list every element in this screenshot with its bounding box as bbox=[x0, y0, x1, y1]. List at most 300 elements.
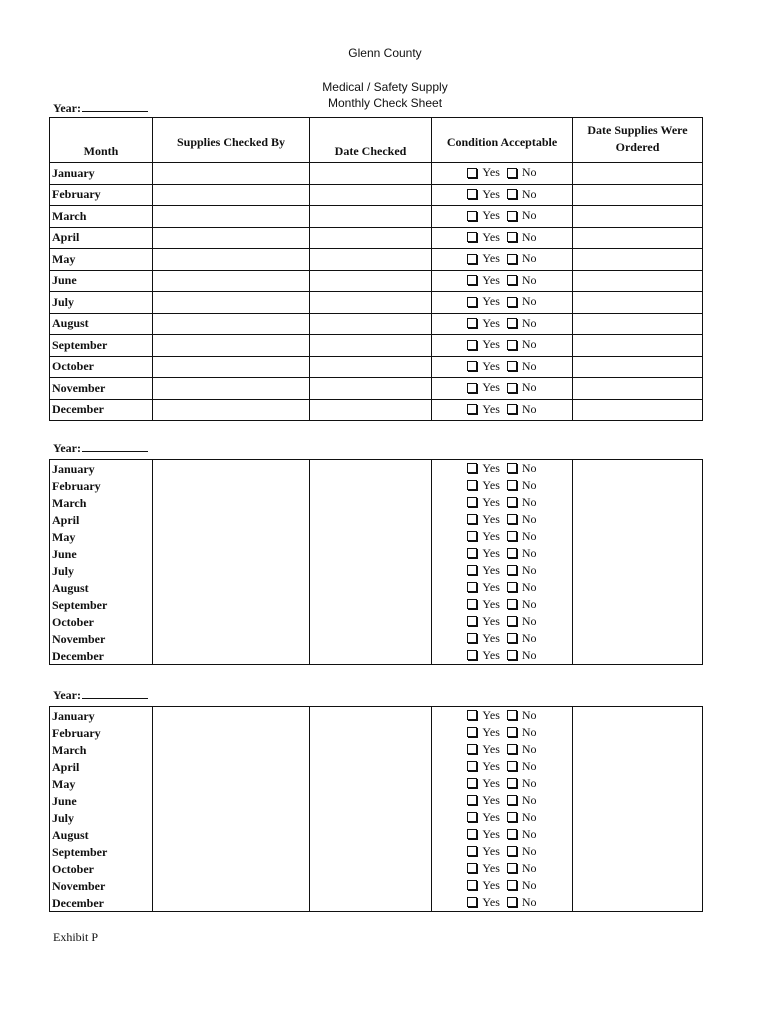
checkbox-icon bbox=[507, 168, 517, 178]
checkbox-icon bbox=[507, 744, 517, 754]
checked-by-cell[interactable] bbox=[153, 562, 310, 579]
checkbox-icon bbox=[507, 829, 517, 839]
checkbox-icon bbox=[507, 275, 517, 285]
month-cell: March bbox=[50, 206, 153, 228]
date-checked-cell[interactable] bbox=[310, 460, 432, 478]
date-checked-cell[interactable] bbox=[310, 399, 432, 421]
table-row bbox=[50, 227, 703, 249]
no-option[interactable]: No bbox=[507, 758, 537, 774]
checked-by-cell[interactable] bbox=[153, 399, 310, 421]
date-checked-cell[interactable] bbox=[310, 843, 432, 860]
date-checked-cell[interactable] bbox=[310, 356, 432, 378]
no-option[interactable]: No bbox=[507, 741, 537, 757]
yes-option[interactable]: Yes bbox=[467, 337, 499, 352]
table-row bbox=[50, 775, 703, 792]
checkbox-icon bbox=[467, 232, 477, 242]
date-ordered-cell[interactable] bbox=[573, 292, 703, 314]
checkbox-icon bbox=[467, 897, 477, 907]
month-cell: September bbox=[50, 843, 153, 860]
header-condition: Condition Acceptable bbox=[432, 118, 573, 163]
date-checked-cell[interactable] bbox=[310, 545, 432, 562]
month-cell: October bbox=[50, 860, 153, 877]
no-option[interactable]: No bbox=[507, 528, 537, 544]
table-row bbox=[50, 724, 703, 741]
checked-by-cell[interactable] bbox=[153, 356, 310, 378]
no-option[interactable]: No bbox=[507, 809, 537, 825]
checked-by-cell[interactable] bbox=[153, 826, 310, 843]
date-ordered-cell[interactable] bbox=[573, 528, 703, 545]
month-cell: December bbox=[50, 647, 153, 665]
title-line-1: Medical / Safety Supply bbox=[322, 80, 448, 94]
date-checked-cell[interactable] bbox=[310, 270, 432, 292]
checkbox-icon bbox=[467, 275, 477, 285]
checkbox-icon bbox=[507, 232, 517, 242]
table-row bbox=[50, 545, 703, 562]
yes-option[interactable]: Yes bbox=[467, 545, 499, 561]
yes-option[interactable]: Yes bbox=[467, 230, 499, 245]
checked-by-cell[interactable] bbox=[153, 528, 310, 545]
date-checked-cell[interactable] bbox=[310, 792, 432, 809]
table-row bbox=[50, 163, 703, 185]
checked-by-cell[interactable] bbox=[153, 477, 310, 494]
condition-cell bbox=[432, 477, 573, 494]
date-ordered-cell[interactable] bbox=[573, 809, 703, 826]
no-option[interactable]: No bbox=[507, 494, 537, 510]
no-option[interactable]: No bbox=[507, 208, 537, 223]
yes-option[interactable]: Yes bbox=[467, 460, 499, 476]
date-checked-cell[interactable] bbox=[310, 579, 432, 596]
date-checked-cell[interactable] bbox=[310, 206, 432, 228]
table-row bbox=[50, 843, 703, 860]
date-ordered-cell[interactable] bbox=[573, 613, 703, 630]
date-ordered-cell[interactable] bbox=[573, 227, 703, 249]
date-checked-cell[interactable] bbox=[310, 227, 432, 249]
date-checked-cell[interactable] bbox=[310, 378, 432, 400]
checkbox-icon bbox=[507, 582, 517, 592]
date-ordered-cell[interactable] bbox=[573, 378, 703, 400]
date-checked-cell[interactable] bbox=[310, 335, 432, 357]
checked-by-cell[interactable] bbox=[153, 792, 310, 809]
checkbox-icon bbox=[467, 599, 477, 609]
table-row bbox=[50, 184, 703, 206]
checkbox-icon bbox=[467, 778, 477, 788]
month-cell: January bbox=[50, 707, 153, 725]
date-ordered-cell[interactable] bbox=[573, 860, 703, 877]
yes-option[interactable]: Yes bbox=[467, 613, 499, 629]
date-ordered-cell[interactable] bbox=[573, 647, 703, 665]
no-option[interactable]: No bbox=[507, 724, 537, 740]
checked-by-cell[interactable] bbox=[153, 206, 310, 228]
table-row bbox=[50, 630, 703, 647]
checked-by-cell[interactable] bbox=[153, 630, 310, 647]
checked-by-cell[interactable] bbox=[153, 163, 310, 185]
date-ordered-cell[interactable] bbox=[573, 758, 703, 775]
yes-option[interactable]: Yes bbox=[467, 707, 499, 723]
checkbox-icon bbox=[507, 727, 517, 737]
no-option[interactable]: No bbox=[507, 230, 537, 245]
no-option[interactable]: No bbox=[507, 316, 537, 331]
no-option[interactable]: No bbox=[507, 380, 537, 395]
condition-cell bbox=[432, 826, 573, 843]
month-cell: November bbox=[50, 877, 153, 894]
date-ordered-cell[interactable] bbox=[573, 741, 703, 758]
date-checked-cell[interactable] bbox=[310, 630, 432, 647]
date-checked-cell[interactable] bbox=[310, 494, 432, 511]
month-cell: April bbox=[50, 758, 153, 775]
no-option[interactable]: No bbox=[507, 877, 537, 893]
checked-by-cell[interactable] bbox=[153, 184, 310, 206]
condition-cell bbox=[432, 494, 573, 511]
checked-by-cell[interactable] bbox=[153, 647, 310, 665]
no-option[interactable]: No bbox=[507, 579, 537, 595]
month-table-1 bbox=[49, 117, 703, 421]
date-checked-cell[interactable] bbox=[310, 613, 432, 630]
no-option[interactable]: No bbox=[507, 630, 537, 646]
no-option[interactable]: No bbox=[507, 775, 537, 791]
yes-option[interactable]: Yes bbox=[467, 792, 499, 808]
condition-cell bbox=[432, 399, 573, 421]
yes-option[interactable]: Yes bbox=[467, 187, 499, 202]
date-ordered-cell[interactable] bbox=[573, 877, 703, 894]
month-cell: June bbox=[50, 545, 153, 562]
date-ordered-cell[interactable] bbox=[573, 826, 703, 843]
condition-cell bbox=[432, 630, 573, 647]
yes-option[interactable]: Yes bbox=[467, 359, 499, 374]
date-checked-cell[interactable] bbox=[310, 477, 432, 494]
date-ordered-cell[interactable] bbox=[573, 399, 703, 421]
date-checked-cell[interactable] bbox=[310, 758, 432, 775]
yes-option[interactable]: Yes bbox=[467, 741, 499, 757]
condition-cell bbox=[432, 184, 573, 206]
checked-by-cell[interactable] bbox=[153, 511, 310, 528]
date-ordered-cell[interactable] bbox=[573, 460, 703, 478]
date-checked-cell[interactable] bbox=[310, 163, 432, 185]
date-ordered-cell[interactable] bbox=[573, 843, 703, 860]
date-checked-cell[interactable] bbox=[310, 292, 432, 314]
checkbox-icon bbox=[467, 480, 477, 490]
checked-by-cell[interactable] bbox=[153, 249, 310, 271]
table-row bbox=[50, 860, 703, 877]
checked-by-cell[interactable] bbox=[153, 270, 310, 292]
date-ordered-cell[interactable] bbox=[573, 356, 703, 378]
title-line-2: Monthly Check Sheet bbox=[327, 96, 443, 110]
condition-cell bbox=[432, 758, 573, 775]
condition-cell bbox=[432, 741, 573, 758]
no-option[interactable]: No bbox=[507, 545, 537, 561]
date-checked-cell[interactable] bbox=[310, 741, 432, 758]
date-ordered-cell[interactable] bbox=[573, 494, 703, 511]
date-ordered-cell[interactable] bbox=[573, 562, 703, 579]
checked-by-cell[interactable] bbox=[153, 741, 310, 758]
no-option[interactable]: No bbox=[507, 860, 537, 876]
checked-by-cell[interactable] bbox=[153, 860, 310, 877]
month-table-2 bbox=[49, 459, 703, 665]
table-row bbox=[50, 335, 703, 357]
table-body-3 bbox=[50, 707, 703, 912]
month-cell: April bbox=[50, 511, 153, 528]
checkbox-icon bbox=[467, 829, 477, 839]
checkbox-icon bbox=[467, 548, 477, 558]
no-option[interactable]: No bbox=[507, 294, 537, 309]
month-cell: September bbox=[50, 335, 153, 357]
yes-option[interactable]: Yes bbox=[467, 528, 499, 544]
yes-option[interactable]: Yes bbox=[467, 877, 499, 893]
checkbox-icon bbox=[467, 340, 477, 350]
checked-by-cell[interactable] bbox=[153, 809, 310, 826]
date-ordered-cell[interactable] bbox=[573, 249, 703, 271]
month-cell: November bbox=[50, 630, 153, 647]
condition-cell bbox=[432, 163, 573, 185]
date-ordered-cell[interactable] bbox=[573, 511, 703, 528]
checkbox-icon bbox=[507, 863, 517, 873]
checkbox-icon bbox=[467, 497, 477, 507]
date-ordered-cell[interactable] bbox=[573, 894, 703, 912]
no-option[interactable]: No bbox=[507, 647, 537, 663]
org-name: Glenn County bbox=[348, 46, 422, 60]
date-ordered-cell[interactable] bbox=[573, 184, 703, 206]
checked-by-cell[interactable] bbox=[153, 579, 310, 596]
checkbox-icon bbox=[467, 744, 477, 754]
checkbox-icon bbox=[467, 616, 477, 626]
no-option[interactable]: No bbox=[507, 511, 537, 527]
date-ordered-cell[interactable] bbox=[573, 707, 703, 725]
yes-option[interactable]: Yes bbox=[467, 477, 499, 493]
no-option[interactable]: No bbox=[507, 359, 537, 374]
no-option[interactable]: No bbox=[507, 843, 537, 859]
month-table-3 bbox=[49, 706, 703, 912]
date-ordered-cell[interactable] bbox=[573, 792, 703, 809]
yes-option[interactable]: Yes bbox=[467, 647, 499, 663]
yes-option[interactable]: Yes bbox=[467, 251, 499, 266]
checkbox-icon bbox=[467, 710, 477, 720]
condition-cell bbox=[432, 378, 573, 400]
table-row bbox=[50, 356, 703, 378]
date-ordered-cell[interactable] bbox=[573, 335, 703, 357]
month-cell: March bbox=[50, 741, 153, 758]
yes-option[interactable]: Yes bbox=[467, 758, 499, 774]
month-cell: December bbox=[50, 894, 153, 912]
checked-by-cell[interactable] bbox=[153, 843, 310, 860]
no-option[interactable]: No bbox=[507, 187, 537, 202]
checkbox-icon bbox=[467, 189, 477, 199]
checkbox-icon bbox=[507, 548, 517, 558]
checked-by-cell[interactable] bbox=[153, 894, 310, 912]
table-row bbox=[50, 270, 703, 292]
checkbox-icon bbox=[467, 633, 477, 643]
checkbox-icon bbox=[507, 710, 517, 720]
condition-cell bbox=[432, 579, 573, 596]
yes-option[interactable]: Yes bbox=[467, 860, 499, 876]
month-cell: January bbox=[50, 163, 153, 185]
checked-by-cell[interactable] bbox=[153, 775, 310, 792]
condition-cell bbox=[432, 613, 573, 630]
checkbox-icon bbox=[507, 254, 517, 264]
checked-by-cell[interactable] bbox=[153, 707, 310, 725]
checked-by-cell[interactable] bbox=[153, 378, 310, 400]
yes-option[interactable]: Yes bbox=[467, 562, 499, 578]
date-checked-cell[interactable] bbox=[310, 860, 432, 877]
date-ordered-cell[interactable] bbox=[573, 270, 703, 292]
checkbox-icon bbox=[467, 727, 477, 737]
no-option[interactable]: No bbox=[507, 460, 537, 476]
checked-by-cell[interactable] bbox=[153, 460, 310, 478]
yes-option[interactable]: Yes bbox=[467, 380, 499, 395]
table-row bbox=[50, 206, 703, 228]
date-ordered-cell[interactable] bbox=[573, 206, 703, 228]
checkbox-icon bbox=[507, 812, 517, 822]
checked-by-cell[interactable] bbox=[153, 335, 310, 357]
header-date-checked: Date Checked bbox=[310, 118, 432, 163]
condition-cell bbox=[432, 206, 573, 228]
month-cell: June bbox=[50, 792, 153, 809]
checked-by-cell[interactable] bbox=[153, 613, 310, 630]
date-checked-cell[interactable] bbox=[310, 809, 432, 826]
year-field-1[interactable] bbox=[82, 100, 148, 112]
date-checked-cell[interactable] bbox=[310, 724, 432, 741]
yes-option[interactable]: Yes bbox=[467, 894, 499, 910]
condition-cell bbox=[432, 356, 573, 378]
checkbox-icon bbox=[467, 650, 477, 660]
no-option[interactable]: No bbox=[507, 707, 537, 723]
date-checked-cell[interactable] bbox=[310, 313, 432, 335]
no-option[interactable]: No bbox=[507, 273, 537, 288]
year-field-2[interactable] bbox=[82, 440, 148, 452]
checked-by-cell[interactable] bbox=[153, 227, 310, 249]
table-body-2 bbox=[50, 460, 703, 665]
date-checked-cell[interactable] bbox=[310, 184, 432, 206]
table-row bbox=[50, 877, 703, 894]
date-checked-cell[interactable] bbox=[310, 826, 432, 843]
yes-option[interactable]: Yes bbox=[467, 402, 499, 417]
checkbox-icon bbox=[507, 383, 517, 393]
header-date-ordered: Date Supplies Were Ordered bbox=[573, 118, 703, 163]
yes-option[interactable]: Yes bbox=[467, 579, 499, 595]
checked-by-cell[interactable] bbox=[153, 877, 310, 894]
date-ordered-cell[interactable] bbox=[573, 596, 703, 613]
condition-cell bbox=[432, 270, 573, 292]
no-option[interactable]: No bbox=[507, 402, 537, 417]
checked-by-cell[interactable] bbox=[153, 758, 310, 775]
checkbox-icon bbox=[467, 254, 477, 264]
table-row bbox=[50, 792, 703, 809]
yes-option[interactable]: Yes bbox=[467, 294, 499, 309]
date-ordered-cell[interactable] bbox=[573, 163, 703, 185]
no-option[interactable]: No bbox=[507, 251, 537, 266]
yes-option[interactable]: Yes bbox=[467, 273, 499, 288]
no-option[interactable]: No bbox=[507, 613, 537, 629]
checked-by-cell[interactable] bbox=[153, 596, 310, 613]
no-option[interactable]: No bbox=[507, 337, 537, 352]
condition-cell bbox=[432, 249, 573, 271]
checkbox-icon bbox=[467, 404, 477, 414]
yes-option[interactable]: Yes bbox=[467, 511, 499, 527]
checkbox-icon bbox=[507, 761, 517, 771]
table-row bbox=[50, 399, 703, 421]
condition-cell bbox=[432, 545, 573, 562]
checkbox-icon bbox=[467, 582, 477, 592]
no-option[interactable]: No bbox=[507, 894, 537, 910]
checked-by-cell[interactable] bbox=[153, 292, 310, 314]
yes-option[interactable]: Yes bbox=[467, 630, 499, 646]
yes-option[interactable]: Yes bbox=[467, 775, 499, 791]
date-ordered-cell[interactable] bbox=[573, 724, 703, 741]
month-cell: September bbox=[50, 596, 153, 613]
checked-by-cell[interactable] bbox=[153, 313, 310, 335]
yes-option[interactable]: Yes bbox=[467, 316, 499, 331]
date-checked-cell[interactable] bbox=[310, 647, 432, 665]
checked-by-cell[interactable] bbox=[153, 545, 310, 562]
date-checked-cell[interactable] bbox=[310, 877, 432, 894]
date-checked-cell[interactable] bbox=[310, 511, 432, 528]
date-ordered-cell[interactable] bbox=[573, 579, 703, 596]
condition-cell bbox=[432, 860, 573, 877]
month-cell: June bbox=[50, 270, 153, 292]
checkbox-icon bbox=[507, 480, 517, 490]
checked-by-cell[interactable] bbox=[153, 494, 310, 511]
no-option[interactable]: No bbox=[507, 826, 537, 842]
condition-cell bbox=[432, 227, 573, 249]
month-cell: March bbox=[50, 494, 153, 511]
date-ordered-cell[interactable] bbox=[573, 477, 703, 494]
condition-cell bbox=[432, 894, 573, 912]
checked-by-cell[interactable] bbox=[153, 724, 310, 741]
yes-option[interactable]: Yes bbox=[467, 826, 499, 842]
checkbox-icon bbox=[507, 404, 517, 414]
checkbox-icon bbox=[467, 846, 477, 856]
date-ordered-cell[interactable] bbox=[573, 545, 703, 562]
yes-option[interactable]: Yes bbox=[467, 165, 499, 180]
date-checked-cell[interactable] bbox=[310, 894, 432, 912]
condition-cell bbox=[432, 313, 573, 335]
yes-option[interactable]: Yes bbox=[467, 843, 499, 859]
date-checked-cell[interactable] bbox=[310, 596, 432, 613]
no-option[interactable]: No bbox=[507, 165, 537, 180]
yes-option[interactable]: Yes bbox=[467, 494, 499, 510]
month-cell: May bbox=[50, 775, 153, 792]
date-ordered-cell[interactable] bbox=[573, 313, 703, 335]
no-option[interactable]: No bbox=[507, 477, 537, 493]
checkbox-icon bbox=[507, 318, 517, 328]
yes-option[interactable]: Yes bbox=[467, 809, 499, 825]
condition-cell bbox=[432, 775, 573, 792]
month-cell: January bbox=[50, 460, 153, 478]
yes-option[interactable]: Yes bbox=[467, 724, 499, 740]
checkbox-icon bbox=[507, 795, 517, 805]
checkbox-icon bbox=[467, 297, 477, 307]
checkbox-icon bbox=[467, 318, 477, 328]
checkbox-icon bbox=[467, 168, 477, 178]
month-cell: May bbox=[50, 528, 153, 545]
date-checked-cell[interactable] bbox=[310, 562, 432, 579]
date-ordered-cell[interactable] bbox=[573, 630, 703, 647]
checkbox-icon bbox=[507, 211, 517, 221]
date-ordered-cell[interactable] bbox=[573, 775, 703, 792]
no-option[interactable]: No bbox=[507, 562, 537, 578]
date-checked-cell[interactable] bbox=[310, 775, 432, 792]
yes-option[interactable]: Yes bbox=[467, 208, 499, 223]
date-checked-cell[interactable] bbox=[310, 707, 432, 725]
yes-option[interactable]: Yes bbox=[467, 596, 499, 612]
header-month: Month bbox=[50, 118, 153, 163]
year-field-3[interactable] bbox=[82, 687, 148, 699]
date-checked-cell[interactable] bbox=[310, 249, 432, 271]
table-row bbox=[50, 809, 703, 826]
date-checked-cell[interactable] bbox=[310, 528, 432, 545]
no-option[interactable]: No bbox=[507, 596, 537, 612]
no-option[interactable]: No bbox=[507, 792, 537, 808]
checkbox-icon bbox=[507, 531, 517, 541]
checkbox-icon bbox=[507, 778, 517, 788]
